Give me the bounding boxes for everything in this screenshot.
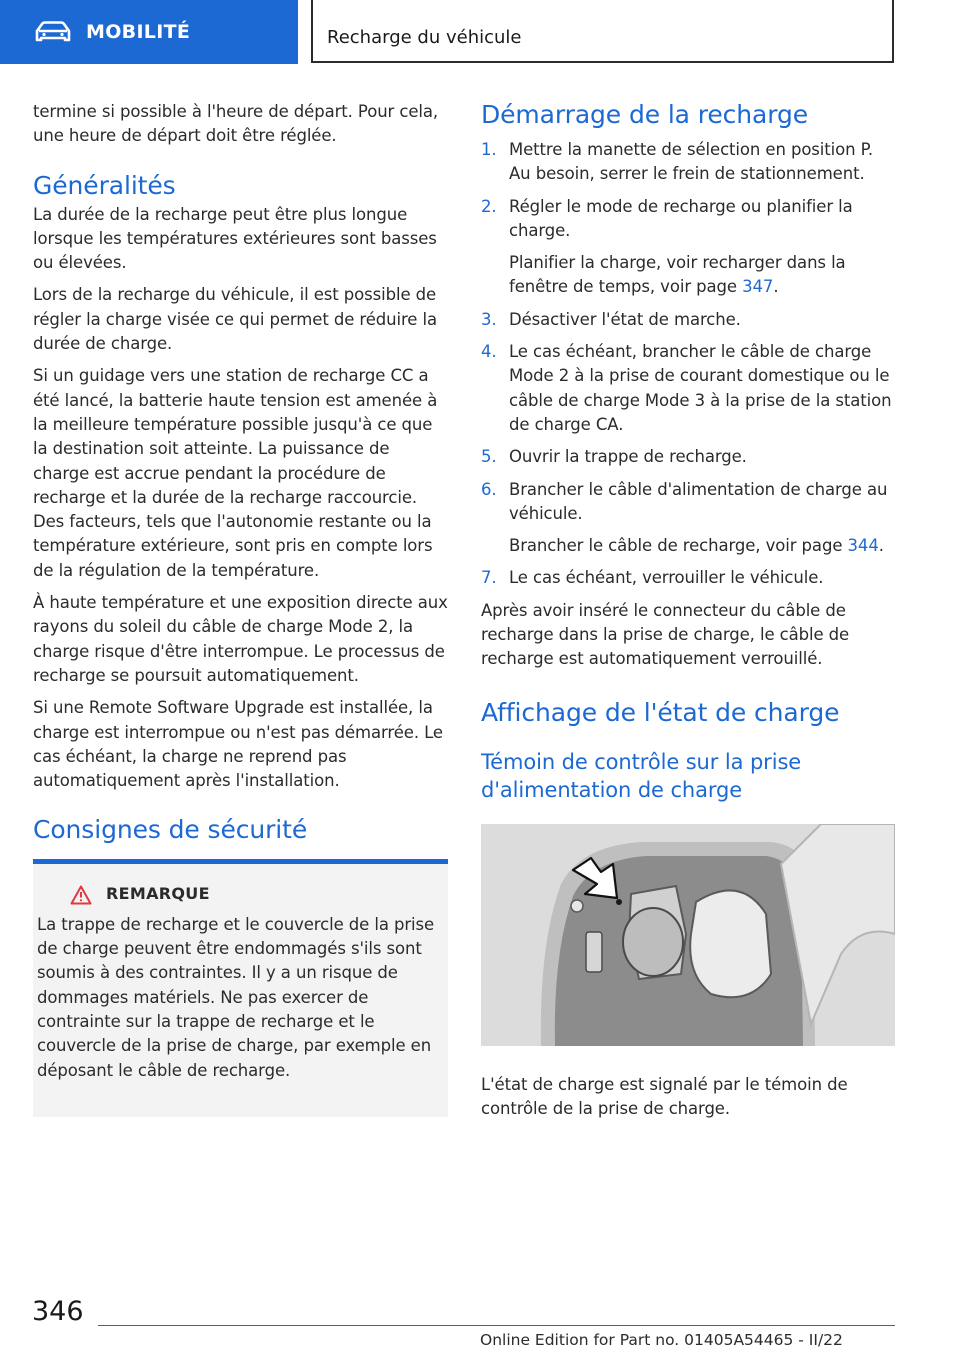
section-tab bbox=[0, 0, 298, 64]
step-item: 3. Désactiver l'état de marche. bbox=[481, 309, 741, 329]
step-item: 7. Le cas échéant, verrouiller le véhicule. bbox=[481, 568, 824, 588]
status-heading: Affichage de l'état de charge bbox=[481, 697, 840, 727]
left-column bbox=[33, 100, 448, 1117]
charging-socket-photo bbox=[481, 824, 895, 1046]
page-ref-link[interactable]: 344 bbox=[847, 536, 879, 556]
start-heading: Démarrage de la recharge bbox=[481, 100, 809, 129]
car-icon bbox=[34, 21, 72, 43]
notice-header bbox=[70, 882, 448, 906]
step-item: 2. Régler le mode de recharge ou planifier la charge. Planifier la charge, voir recharger dans la fenêtre de temps, voir page 347. bbox=[481, 195, 895, 300]
chapter-title: Recharge du véhicule bbox=[327, 27, 522, 48]
right-column bbox=[481, 100, 895, 1130]
step-subtext: Planifier la charge, voir recharger dans la fenêtre de temps, voir page 347. bbox=[509, 253, 846, 297]
step-subtext: Brancher le câble de recharge, voir page 344. bbox=[509, 536, 884, 556]
safety-heading: Consignes de sécurité bbox=[33, 815, 308, 845]
page-ref-link[interactable]: 347 bbox=[742, 277, 774, 297]
steps-list bbox=[481, 138, 895, 591]
intro-paragraph: termine si possible à l'heure de départ. Pour cela, une heure de départ doit être réglée. bbox=[33, 102, 439, 146]
notice-title: REMARQUE bbox=[106, 884, 210, 904]
section-label: MOBILITÉ bbox=[86, 21, 191, 43]
warning-triangle-icon bbox=[70, 885, 92, 905]
notice-box bbox=[33, 859, 448, 1116]
footer-divider bbox=[98, 1325, 895, 1326]
after-steps-paragraph: Après avoir inséré le connecteur du câble de recharge dans la prise de charge, le câble de recharge est automatiquement verrouillé. bbox=[481, 600, 850, 669]
notice-text: La trappe de recharge et le couvercle de la prise de charge peuvent être endommagés s'ils sont soumis à des contraintes. Il y a un risque de dommages matériels. Ne pas exercer de contrainte sur la trappe de recharge et le couvercle de la prise de charge, par exemple en déposant le câble de recharge. bbox=[37, 914, 435, 1080]
general-heading: Généralités bbox=[33, 170, 176, 200]
indicator-heading: Témoin de contrôle sur la prise d'alimentation de charge bbox=[481, 749, 802, 802]
general-paragraph: À haute température et une exposition directe aux rayons du soleil du câble de charge Mode 2, la charge risque d'être interrompue. Le processus de recharge se poursuit automatiquement. bbox=[33, 593, 448, 685]
step-item: 1. Mettre la manette de sélection en position P. Au besoin, serrer le frein de stationnement. bbox=[481, 140, 874, 184]
step-item: 4. Le cas échéant, brancher le câble de charge Mode 2 à la prise de courant domestique ou le câble de charge Mode 3 à la prise de la station de charge CA. bbox=[481, 342, 892, 434]
step-item: 5. Ouvrir la trappe de recharge. bbox=[481, 447, 747, 467]
general-paragraph: Lors de la recharge du véhicule, il est possible de régler la charge visée ce qui permet de réduire la durée de charge. bbox=[33, 285, 438, 354]
step-item: 6. Brancher le câble d'alimentation de charge au véhicule. Brancher le câble de recharge, voir page 344. bbox=[481, 478, 895, 559]
general-paragraph: Si une Remote Software Upgrade est installée, la charge est interrompue ou n'est pas démarrée. Le cas échéant, la charge ne reprend pas automatiquement après l'installation. bbox=[33, 698, 443, 791]
general-paragraph: Si un guidage vers une station de recharge CC a été lancé, la batterie haute tension est amenée à la meilleure température possible jusqu'à ce que la destination soit atteinte. La puissance de charge est accrue pendant la procédure de recharge et la durée de la recharge raccourcie. Des facteurs, tels que l'autonomie restante ou la température extérieure, sont pris en compte lors de la régulation de la température. bbox=[33, 366, 438, 580]
page-number: 346 bbox=[32, 1296, 84, 1327]
edition-footer: Online Edition for Part no. 01405A54465 - II/22 bbox=[480, 1331, 843, 1349]
general-paragraph: La durée de la recharge peut être plus longue lorsque les températures extérieures sont basses ou élevées. bbox=[33, 204, 437, 273]
photo-caption: L'état de charge est signalé par le témoin de contrôle de la prise de charge. bbox=[481, 1074, 848, 1119]
chapter-title-box bbox=[311, 0, 894, 63]
